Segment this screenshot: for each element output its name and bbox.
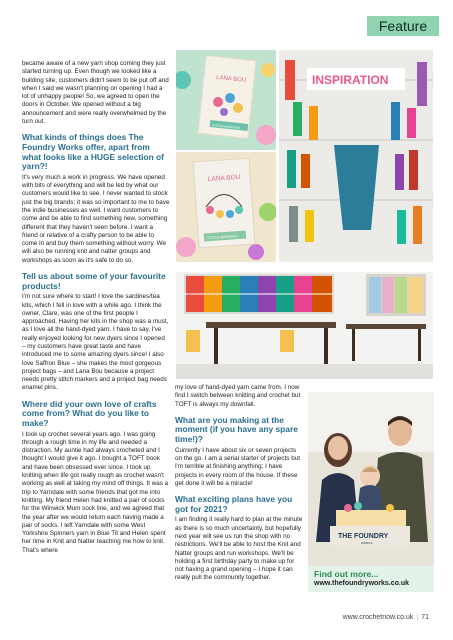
question-heading-2: Tell us about some of your favourite products! xyxy=(22,271,166,291)
page-footer xyxy=(343,614,429,621)
photo-inspiration-socks xyxy=(279,50,433,262)
answer-paragraph-1: It's very much a work in progress. We have opened with bits of everything and will be led by what our customers would like to see. I never wanted to stock just the big brands; it was so important to me to have the indie businesses as well. I want customers to come and be able to find something new, something different that they haven't seen before. I want a friend or relative of a crafty person to be able to come in and buy them something without worry. We will also be running knit and natter groups and workshops as soon as it's safe to do so. xyxy=(22,173,170,264)
article-column-right xyxy=(175,384,303,583)
page-number: 71 xyxy=(421,614,429,621)
footer-separator: | xyxy=(416,614,419,621)
kit-label-2: STITCH MARKERS xyxy=(206,234,237,241)
foundry-sign-sub: WORKS xyxy=(361,541,373,545)
intro-paragraph: became aware of a new yarn shop coming they just started turning up. Even though we looked like a building site, customers didn't seem to be put off and when I said we wasn't planning on opening I had a lot of unhappy people! So, we agreed to open the doors in October. We opened without a big announcement and were really overwhelmed by the turn out. xyxy=(22,60,169,126)
answer-paragraph-5: I am finding it really hard to plan at the minute as there is so much uncertainty, but hopefully next year will see us run the shop with no restrictions. We'll be able to host the Knit and Natter groups and run workshops. We'll be holding a first birthday party to make up for not having a grand opening – I hope it can really pull the community together. xyxy=(175,516,303,582)
answer-paragraph-4: Currently I have about six or seven projects on the go. I am a serial starter of projects but I'm terrible at finishing anything; I have projects in every room of the house. If these get done it will be a miracle! xyxy=(175,446,300,487)
question-heading-4: What are you making at the moment (if you have any spare time!)? xyxy=(175,414,298,445)
foundry-sign: THE FOUNDRY xyxy=(338,533,389,540)
footer-site[interactable]: www.crochetnow.co.uk xyxy=(342,614,414,621)
photo-stitch-marker-kit-1 xyxy=(176,50,276,150)
answer-paragraph-2: I'm not sure where to start! I love the sardines/tea kits, which I fell in love with a while ago. I think the owner, Clare, was one of the first people I approached. Having her kits in the shop was a must, as I love all the hand-dyed yarn. I have to say, I've really enjoyed looking for new dyers since I opened – my customers have great taste and have introduced me to some amazing dyers since! I also love Saffron Blue – she makes the most gorgeous project bags – and Lana Bou because a project needs pretty stitch markers and a project bag needs enamel pins. xyxy=(22,293,169,392)
answer-paragraph-3-continued: my love of hand-dyed yarn came from. I now find I switch between knitting and crochet but TOFT is always my downfall. xyxy=(175,384,301,408)
question-heading-3: Where did your own love of crafts come from? What do you like to make? xyxy=(22,398,157,428)
find-out-more-link[interactable]: www.thefoundryworks.co.uk xyxy=(314,580,410,587)
inspiration-sign: INSPIRATION xyxy=(312,73,389,87)
photo-shop-interior xyxy=(176,264,433,379)
question-heading-1: What kinds of things does The Foundry Works offer, apart from what looks like a HUGE selection of yarn?! xyxy=(22,132,164,172)
feature-tag: Feature xyxy=(367,16,439,36)
kit-brand-2: LANA BOU xyxy=(207,173,241,184)
photo-stitch-marker-kit-2 xyxy=(176,152,276,262)
photo-shop-owners xyxy=(308,392,434,566)
answer-paragraph-3: I took up crochet several years ago. I was going through a rough time in my life and needed a distraction. My auntie had always crocheted and I thought I would give it ago. I bought a TOFT book and have been obsessed ever since. I took up knitting when life got really rough as crochet wasn't working as well at taking my mind off things. It was a trip to Yarndale with some friends that got me into knitting. My friend Helen had knitted a pair of socks for the Winwick Mum sock line, and we agreed that the year after we would return each having made a pair of socks. I left Yarndale with some West Yorkshire Spinners yarn in Blue Tit and Helen spent her time in Knit and Natter teaching me how to knit. That's where xyxy=(22,430,169,554)
kit-brand-1: LANA BOU xyxy=(215,74,247,84)
find-out-more-title: Find out more... xyxy=(314,569,379,579)
question-heading-5: What exciting plans have you got for 2021? xyxy=(175,494,293,514)
find-out-more-box xyxy=(308,566,434,592)
kit-label-1: STITCH MARKERS xyxy=(211,123,241,131)
article-column-left xyxy=(22,60,170,555)
